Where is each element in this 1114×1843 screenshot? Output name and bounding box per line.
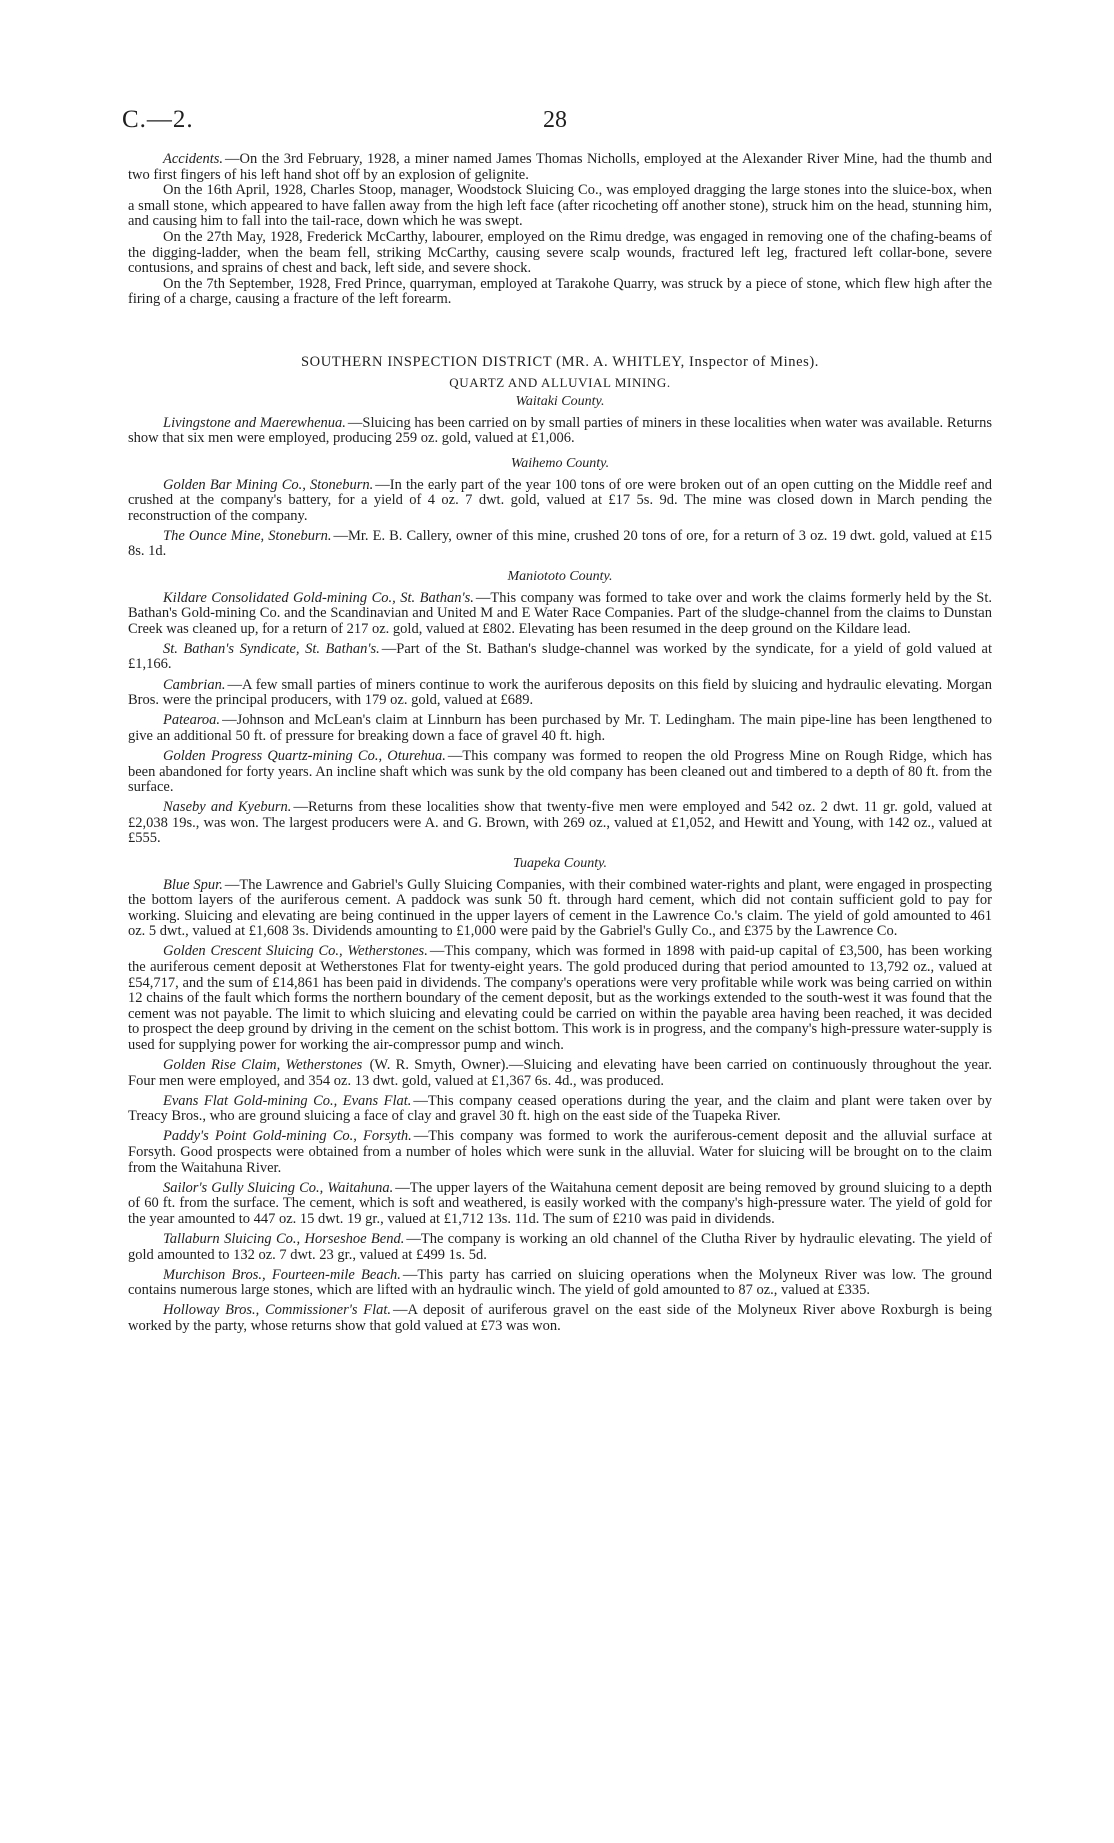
county-heading: Waihemo County.	[510, 455, 610, 471]
county-section-maniototo	[128, 569, 992, 847]
paragraph-text: —This company was formed to reopen the old Progress Mine on Rough Ridge, which has been abandoned for forty years. An incline shaft which was sunk by the old company has been cleaned out and timbered to a depth of 80 ft. from the surface.	[128, 747, 992, 796]
paragraph-lead: Accidents.	[163, 151, 223, 167]
paragraph-lead: Holloway Bros., Commissioner's Flat.	[163, 1302, 392, 1319]
county-section-waihemo	[128, 456, 992, 560]
paragraph-text: On the 7th September, 1928, Fred Prince, quarryman, employed at Tarakohe Quarry, was struck by a piece of stone, which flew high after the firing of a charge, causing a fracture of the left forearm.	[128, 275, 992, 308]
county-heading: Tuapeka County.	[512, 855, 608, 871]
page-number: 28	[543, 107, 567, 133]
report-paragraph	[128, 1094, 992, 1125]
paragraph-lead: Golden Crescent Sluicing Co., Wetherstones.	[163, 943, 428, 960]
paragraph-lead: Golden Bar Mining Co., Stoneburn.	[163, 476, 374, 493]
paragraph-lead: Naseby and Kyeburn.	[163, 799, 292, 816]
paragraph-text: —Part of the St. Bathan's sludge-channel was worked by the syndicate, for a yield of gold valued at £1,166.	[128, 640, 992, 673]
page-reference: C.—2.	[122, 106, 194, 133]
paragraph-text: —Johnson and McLean's claim at Linnburn has been purchased by Mr. T. Ledingham. The main pipe-line has been lengthened to give an additional 50 ft. of pressure for breaking down a face of gravel 40 ft. high.	[128, 712, 992, 744]
report-paragraph	[128, 591, 992, 638]
paragraph-text: —In the early part of the year 100 tons of ore were broken out of an open cutting on the Middle reef and crushed at the company's battery, for a yield of 4 oz. 7 dwt. gold, valued at £17 5s. 9d. The mine was closed down in March pending the reconstruction of the company.	[128, 476, 992, 524]
paragraph-lead: Livingstone and Maerewhenua.	[163, 414, 346, 431]
report-paragraph	[128, 1232, 992, 1263]
paragraph-text: —On the 3rd February, 1928, a miner named James Thomas Nicholls, employed at the Alexander River Mine, had the thumb and two first fingers of his left hand shot off by an explosion of gelignite.	[128, 151, 992, 183]
report-paragraph	[128, 1268, 992, 1299]
county-heading: Maniototo County.	[507, 568, 613, 584]
paragraph-text: (W. R. Smyth, Owner).—Sluicing and elevating have been carried on continuously throughout the year. Four men were employed, and 354 oz. 13 dwt. gold, valued at £1,367 6s. 4d., was produced.	[128, 1057, 993, 1089]
report-paragraph	[128, 478, 992, 525]
paragraph-lead: Kildare Consolidated Gold-mining Co., St. Bathan's.	[163, 589, 474, 606]
report-paragraph	[128, 642, 992, 673]
report-paragraph	[128, 800, 992, 847]
paragraph-lead: Paddy's Point Gold-mining Co., Forsyth.	[163, 1128, 412, 1145]
paragraph-text: —Sluicing has been carried on by small parties of miners in these localities when water was available. Returns show that six men were employed, producing 259 oz. gold, valued at £1,006.	[128, 414, 992, 447]
section-spacer	[128, 308, 992, 355]
report-paragraph	[128, 944, 992, 1053]
paragraph-text: —Mr. E. B. Callery, owner of this mine, crushed 20 tons of ore, for a return of 3 oz. 19 dwt. gold, valued at £15 8s. 1d.	[128, 527, 992, 560]
accident-paragraph	[128, 152, 992, 183]
paragraph-text: —This company was formed to take over and work the claims formerly held by the St. Bathan's Gold-mining Co. and the Scandinavian and United M and E Water Race Companies. Part of the sludge-channel from the claims to Dunstan Creek was cleaned up, for a return of 217 oz. gold, valued at £802. Elevating has been resumed in the deep ground on the Kildare lead.	[128, 589, 992, 637]
report-paragraph	[128, 1303, 992, 1334]
paragraph-text: —The upper layers of the Waitahuna cement deposit are being removed by ground sluicing to a depth of 60 ft. from the surface. The cement, which is soft and weathered, is easily worked with the company's high-pressure water. The yield of gold for the year amounted to 447 oz. 15 dwt. 19 gr., valued at £1,712 13s. 11d. The sum of £210 was paid in dividends.	[128, 1179, 992, 1227]
paragraph-text: —A deposit of auriferous gravel on the east side of the Molyneux River above Roxburgh is being worked by the party, whose returns show that gold valued at £73 was won.	[128, 1302, 992, 1334]
paragraph-lead: Cambrian.	[163, 676, 226, 693]
paragraph-lead: The Ounce Mine, Stoneburn.	[163, 527, 332, 544]
accidents-section	[128, 152, 992, 308]
report-paragraph	[128, 678, 992, 709]
paragraph-lead: St. Bathan's Syndicate, St. Bathan's.	[163, 640, 380, 657]
paragraph-text: On the 27th May, 1928, Frederick McCarthy, labourer, employed on the Rimu dredge, was engaged in removing one of the chafing-beams of the digging-ladder, when the beam fell, striking McCarthy, causing severe scalp wounds, fractured left leg, fractured left collar-bone, severe contusions, and sprains of chest and back, left side, and severe shock.	[128, 228, 992, 277]
accident-paragraph	[128, 277, 992, 308]
page-header	[122, 106, 988, 146]
paragraph-text: On the 16th April, 1928, Charles Stoop, manager, Woodstock Sluicing Co., was employed dragging the large stones into the sluice-box, when a small stone, which appeared to have fallen away from the high left face (after ricocheting off another stone), struck him on the head, stunning him, and causing him to fall into the tail-race, down which he was swept.	[128, 182, 992, 230]
report-paragraph	[128, 1058, 992, 1089]
paragraph-lead: Blue Spur.	[163, 876, 223, 893]
paragraph-lead: Golden Rise Claim, Wetherstones	[163, 1057, 363, 1074]
paragraph-lead: Patearoa.	[163, 712, 221, 729]
paragraph-lead: Sailor's Gully Sluicing Co., Waitahuna.	[163, 1179, 394, 1196]
county-section-tuapeka	[128, 856, 992, 1335]
paragraph-lead: Tallaburn Sluicing Co., Horseshoe Bend.	[163, 1231, 405, 1248]
report-paragraph	[128, 416, 992, 447]
paragraph-text: —Returns from these localities show that twenty-five men were employed and 542 oz. 2 dwt. 11 gr. gold, valued at £2,038 19s., was won. The largest producers were A. and G. Brown, with 269 oz., valued at £1,052, and Hewitt and Young, with 142 oz., valued at £555.	[128, 799, 992, 847]
report-paragraph	[128, 713, 992, 744]
report-paragraph	[128, 529, 992, 560]
district-heading: SOUTHERN INSPECTION DISTRICT (MR. A. WHITLEY, Inspector of Mines).	[300, 353, 820, 370]
report-paragraph	[128, 749, 992, 796]
county-heading: Waitaki County.	[515, 394, 605, 410]
paragraph-lead: Evans Flat Gold-mining Co., Evans Flat.	[163, 1092, 412, 1109]
paragraph-lead: Murchison Bros., Fourteen-mile Beach.	[163, 1266, 401, 1283]
paragraph-text: —This party has carried on sluicing operations when the Molyneux River was low. The ground contains numerous large stones, which are lifted with an hydraulic winch. The yield of gold amounted to 87 oz., valued at £335.	[128, 1266, 992, 1299]
report-paragraph	[128, 878, 992, 940]
accident-paragraph	[128, 230, 992, 277]
mining-type-heading: QUARTZ AND ALLUVIAL MINING.	[449, 374, 671, 390]
paragraph-text: —The Lawrence and Gabriel's Gully Sluicing Companies, with their combined water-rights and plant, were engaged in prospecting the bottom layers of the auriferous cement. A paddock was sunk 50 ft. through hard cement, which did not contain sufficient gold to pay for working. Sluicing and elevating are being continued in the upper layers of cement in the Lawrence Co.'s claim. The yield of gold amounted to 461 oz. 5 dwt., valued at £1,608 3s. Dividends amounting to £1,000 were paid by the Gabriel's Gully Co., and £375 by the Lawrence Co.	[128, 876, 993, 940]
paragraph-text: —This company was formed to work the auriferous-cement deposit and the alluvial surface at Forsyth. Good prospects were obtained from a number of holes which were sunk in the alluvial. Water for sluicing will be brought on to the claim from the Waitahuna River.	[128, 1128, 992, 1176]
paragraph-text: —This company ceased operations during the year, and the claim and plant were taken over by Treacy Bros., who are ground sluicing a face of clay and gravel 30 ft. high on the east side of the Tuapeka River.	[128, 1092, 993, 1125]
document-body	[128, 152, 992, 1335]
paragraph-text: —A few small parties of miners continue to work the auriferous deposits on this field by sluicing and hydraulic elevating. Morgan Bros. were the principal producers, with 179 oz. gold, valued at £689.	[128, 676, 992, 709]
report-paragraph	[128, 1181, 992, 1228]
paragraph-lead: Golden Progress Quartz-mining Co., Oturehua.	[163, 747, 446, 764]
accident-paragraph	[128, 183, 992, 230]
report-paragraph	[128, 1129, 992, 1176]
paragraph-text: —The company is working an old channel of the Clutha River by hydraulic elevating. The yield of gold amounted to 132 oz. 7 dwt. 23 gr., valued at £499 1s. 5d.	[128, 1231, 992, 1263]
county-section-waitaki	[128, 394, 992, 447]
paragraph-text: —This company, which was formed in 1898 with paid-up capital of £3,500, has been working the auriferous cement deposit at Wetherstones Flat for twenty-eight years. The gold produced during that period amounted to 13,792 oz., valued at £54,717, and the sum of £14,861 has been paid in dividends. The company's operations were very profitable while work was being carried on within 12 chains of the fault which forms the northern boundary of the cement deposit, but as the workings extended to the south-west it was found that the cement was not payable. The limit to which sluicing and elevating could be carried on within the payable area having been reached, it was decided to prospect the deep ground by driving in the cement on the schist bottom. This work is in progress, and the company's high-pressure water-supply is used for supplying power for working the air-compressor pump and winch.	[128, 943, 992, 1053]
